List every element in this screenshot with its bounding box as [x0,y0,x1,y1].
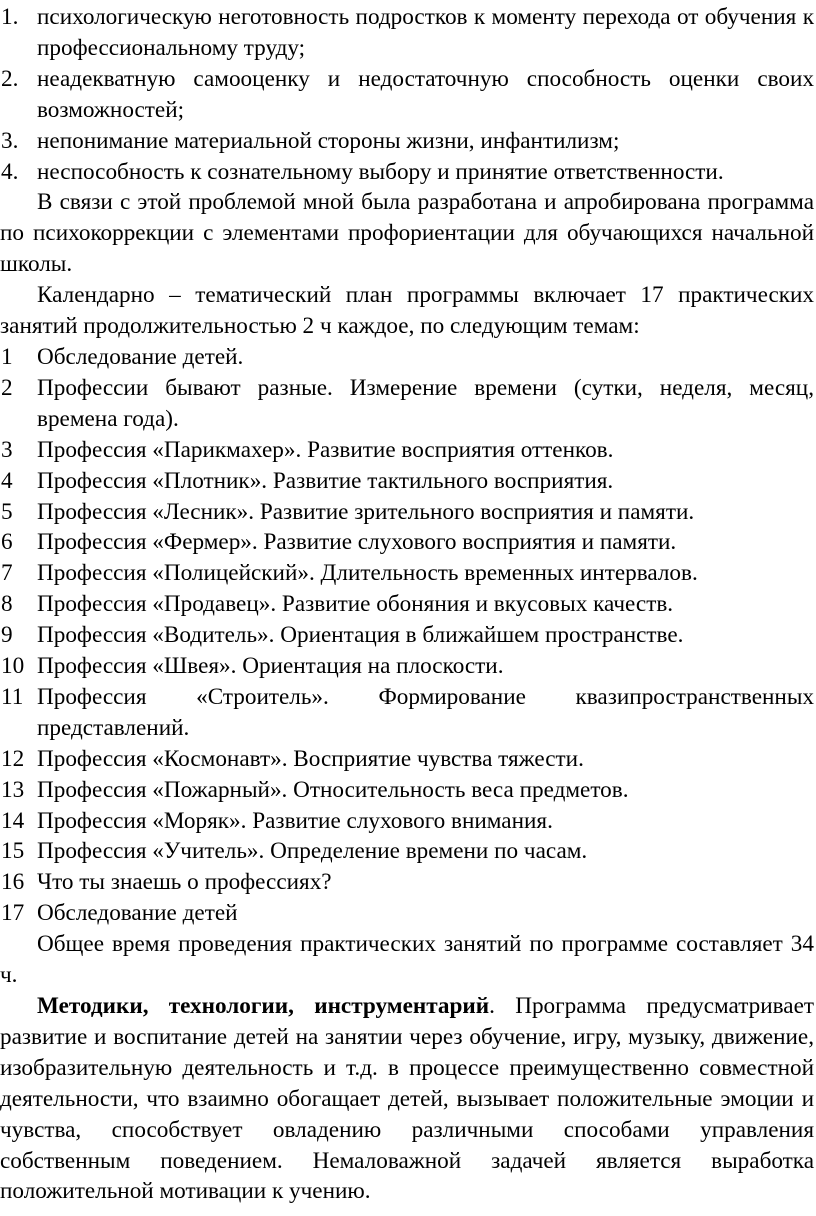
topic-item-text: Профессия «Учитель». Определение времени по часам. [37,838,588,865]
topic-item-text: Профессия «Пожарный». Относительность веса предметов. [37,776,629,803]
methods-punct: . [489,993,495,1019]
topic-item-text: Профессия «Парикмахер». Развитие восприятия оттенков. [37,436,614,463]
topic-item-text: Профессия «Моряк». Развитие слухового внимания. [37,807,553,834]
topic-item-number: 14 [1,807,25,834]
topic-item-text: Профессия «Водитель». Ориентация в ближайшем пространстве. [37,622,684,649]
topic-item [0,435,816,466]
topic-item [0,651,816,682]
topic-item [0,527,816,558]
topic-item [0,806,816,837]
topic-item [0,836,816,867]
topic-item-text: Профессия «Плотник». Развитие тактильного восприятия. [37,467,614,494]
topic-item-number: 8 [1,591,13,618]
paragraph-program: В связи с этой проблемой мной была разработана и апробирована программа по психокоррекции с элементами профориентации для обучающихся начальной школы. [0,189,814,278]
topic-item [0,744,816,775]
topic-item [0,898,816,929]
topic-item-text: Профессия «Лесник». Развитие зрительного восприятия и памяти. [37,498,695,525]
topic-item [0,867,816,898]
topic-item [0,620,816,651]
topic-item-text: Профессия «Продавец». Развитие обоняния и вкусовых качеств. [37,591,674,618]
problem-item [0,157,816,188]
topic-item [0,342,816,373]
topic-item-number: 16 [1,869,25,896]
topic-item-number: 6 [1,529,13,556]
topic-item-number: 2 [1,374,13,401]
topic-item-text: Профессия «Фермер». Развитие слухового восприятия и памяти. [37,529,677,556]
problem-item-text: неспособность к сознательному выбору и принятие ответственности. [37,158,724,185]
topic-item [0,373,816,435]
topic-item-number: 13 [1,776,25,803]
topic-item-number: 1 [1,343,13,370]
topics-list [0,342,816,929]
problem-item-text: неадекватную самооценку и недостаточную способность оценки своих возможностей; [37,65,814,123]
methods-heading: Методики, технологии, инструментарий [37,993,490,1019]
topic-item [0,497,816,528]
paragraph-total: Общее время проведения практических занятий по программе составляет 34 ч. [0,931,814,989]
topic-item [0,558,816,589]
topic-item-text: Профессия «Полицейский». Длительность временных интервалов. [37,560,698,587]
topic-item-text: Профессия «Швея». Ориентация на плоскости. [37,653,504,680]
problem-item-number: 4. [1,158,19,185]
topic-item-number: 5 [1,498,13,525]
problem-item-number: 1. [1,4,19,30]
paragraph-methods [0,991,816,1207]
problem-item-text: психологическую неготовность подростков к моменту перехода от обучения к профессиональному труду; [37,4,814,61]
topic-item-number: 10 [1,653,25,680]
topic-item [0,589,816,620]
topic-item-number: 3 [1,436,13,463]
problem-item-text: непонимание материальной стороны жизни, инфантилизм; [37,127,620,154]
topic-item-number: 11 [1,683,24,710]
topic-item [0,775,816,806]
methods-text: Программа предусматривает развитие и воспитание детей на занятии через обучение, игру, музыку, движение, изобразительную деятельность и т.д. в процессе преимущественно совместной деятельности, что взаимно обогащает детей, вызывает положительные эмоции и чувства, способствует овладению различными способами управления собственным поведением. Немаловажной задачей является выработка положительной мотивации к учению. [0,993,814,1205]
problem-item-number: 3. [1,127,19,154]
topic-item [0,682,816,744]
topic-item-text: Профессии бывают разные. Измерение времени (сутки, неделя, месяц, времена года). [37,374,814,432]
topic-item-text: Профессия «Космонавт». Восприятие чувства тяжести. [37,745,584,772]
problem-item [0,126,816,157]
topic-item-number: 7 [1,560,13,587]
topic-item [0,466,816,497]
paragraph-plan: Календарно – тематический план программы включает 17 практических занятий продолжительностью 2 ч каждое, по следующим темам: [0,282,814,340]
topic-item-text: Что ты знаешь о профессиях? [37,869,332,896]
topic-item-number: 15 [1,838,25,865]
problem-item [0,2,816,64]
topic-item-number: 17 [1,900,25,927]
problems-list [0,2,816,187]
topic-item-text: Обследование детей [37,900,238,927]
topic-item-text: Обследование детей. [37,343,244,370]
problem-item [0,64,816,126]
topic-item-text: Профессия «Строитель». Формирование квазипространственных представлений. [37,683,814,741]
topic-item-number: 4 [1,467,13,494]
topic-item-number: 9 [1,622,13,649]
problem-item-number: 2. [1,65,19,92]
topic-item-number: 12 [1,745,25,772]
